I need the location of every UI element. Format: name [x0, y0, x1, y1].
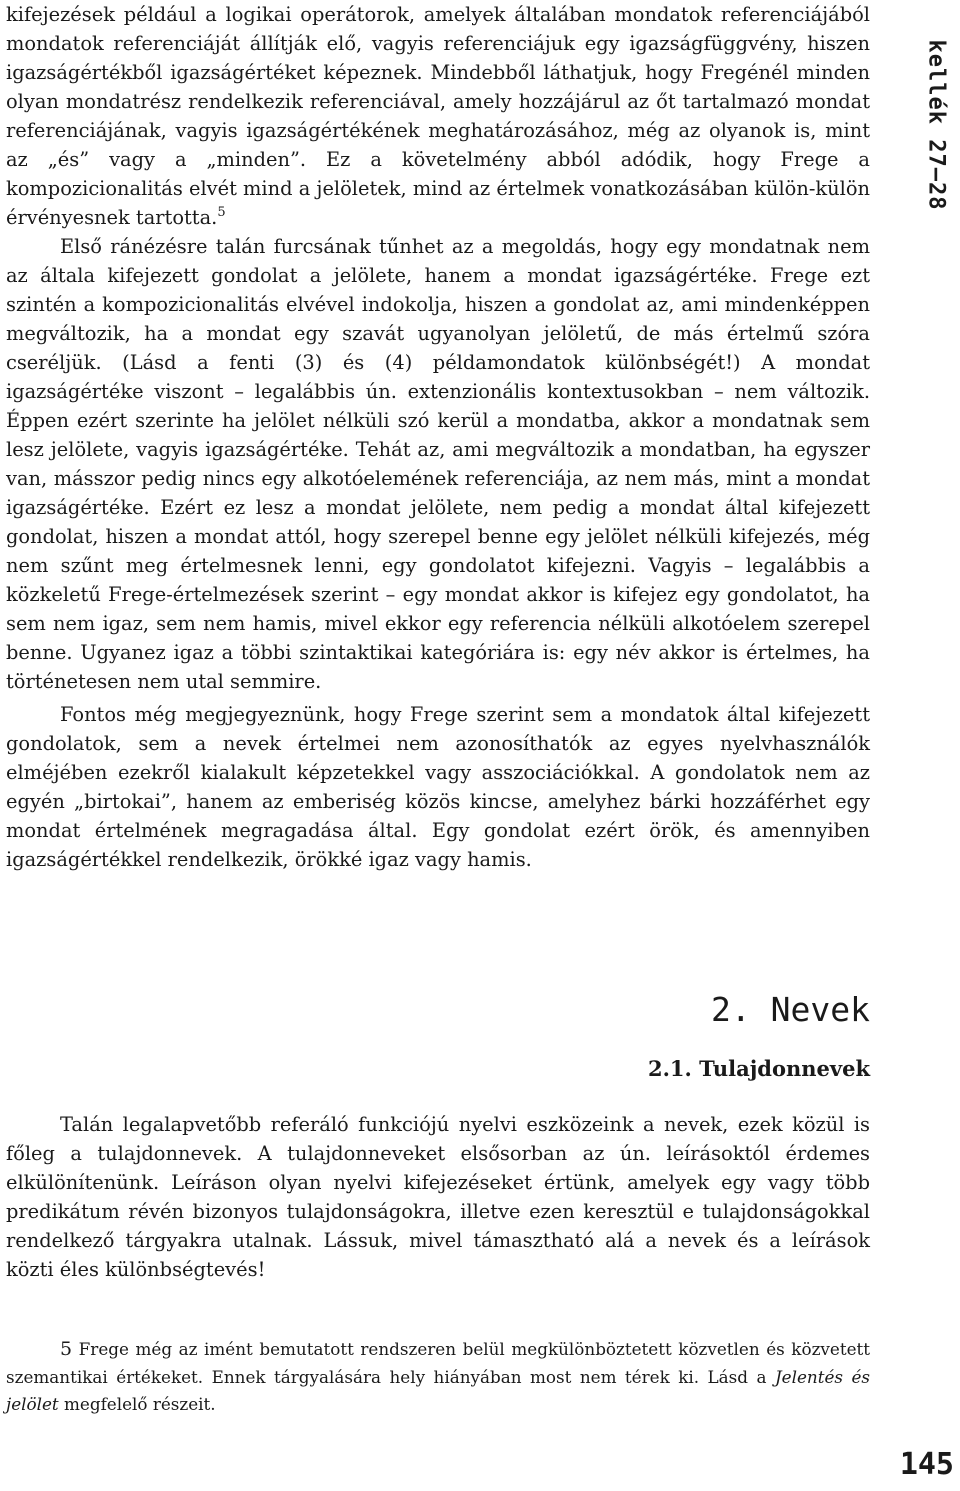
section-text-column [6, 1110, 870, 1284]
footnote-reference: 5 [217, 205, 226, 220]
section-paragraph: Talán legalapvetőbb referáló funkciójú nyelvi eszközeink a nevek, ezek közül is főleg a tulajdonnevek. A tulajdonneveket elsősorban az ún. leírásoktól érdemes elkülönítenünk. Leíráson olyan nyelvi kifejezéseket értünk, amelyek egy vagy több predikátum révén bizonyos tulajdonságokra, illetve ezen keresztül e tulajdonságokkal rendelkező tárgyakra utalnak. Lássuk, mivel támasztható alá a nevek és a leírások közti éles különbségtevés! [6, 1113, 870, 1281]
section-heading: 2. Nevek [711, 990, 870, 1029]
body-paragraph-3: Fontos még megjegyeznünk, hogy Frege szerint sem a mondatok által kifejezett gondolatok, sem a nevek értelmei nem azonosíthatók az egyes nyelvhasználók elméjében ezekről kialakult képzetekkel vagy asszociációkkal. A gondolatok nem az egyén „birtokai”, hanem az emberiség közös kincse, amelyhez bárki hozzáférhet egy mondat értelmének megragadása által. Egy gondolat ezért örök, és amennyiben igazságértékkel rendelkezik, örökké igaz vagy hamis. [6, 703, 870, 871]
main-text-column [6, 0, 870, 874]
footnote-text-after: megfelelő részeit. [58, 1394, 216, 1414]
journal-label: kellék 27–28 [923, 39, 949, 211]
footnote-text-before: Frege még az imént bemutatott rendszeren belül megkülönböztetett közvetlen és közvetett szemantikai értékeket. Ennek tárgyalására hely hiányában most nem térek ki. Lásd a [6, 1339, 870, 1387]
paragraph-text: kifejezések például a logikai operátorok, amelyek általában mondatok referenciájából mondatok referenciáját állítják elő, vagyis referenciájuk egy igazságfüggvény, hiszen igazságértékből igazságértéket képeznek. Mindebből láthatjuk, hogy Fregénél minden olyan mondatrész rendelkezik referenciával, amely hozzájárul az őt tartalmazó mondat referenciájának, vagyis igazságértékének meghatározásához, még az olyanok is, mint az „és” vagy a „minden”. Ez a követelmény abból adódik, hogy Frege a kompozicionalitás elvét mind a jelöletek, mind az értelmek vonatkozásában külön-külön érvényesnek tartotta. [6, 3, 870, 229]
footnote [6, 1336, 870, 1419]
running-head-vertical [916, 20, 956, 230]
subsection-heading: 2.1. Tulajdonnevek [647, 1056, 870, 1081]
footnote-number: 5 [60, 1338, 73, 1360]
page-number: 145 [899, 1447, 954, 1482]
body-paragraph-1 [6, 0, 870, 232]
footnote-cited-title: Jelentés és jelölet [6, 1366, 871, 1414]
body-paragraph-2: Első ránézésre talán furcsának tűnhet az a megoldás, hogy egy mondatnak nem az általa kifejezett gondolat a jelölete, hanem a mondat igazságértéke. Frege ezt szintén a kompozicionalitás elvével indokolja, hiszen a gondolat az, ami mindenképpen megváltozik, ha a mondat egy szavát ugyanolyan jelöletű, de más értelmű szóra cseréljük. (Lásd a fenti (3) és (4) példamondatok különbségét!) A mondat igazságértéke viszont – legalábbis ún. extenzionális kontextusokban – nem változik. Éppen ezért szerinte ha jelölet nélküli szó kerül a mondatba, akkor a mondatnak sem lesz jelölete, vagyis igazságértéke. Tehát az, ami megváltozik a mondatban, ha egyszer van, másszor pedig nincs egy alkotóelemének referenciája, az nem más, mint a mondat igazságértéke. Ezért ez lesz a mondat jelölete, nem pedig a mondat által kifejezett gondolat, hiszen a mondat attól, hogy szerepel benne egy jelölet nélküli kifejezés, még nem szűnt meg értelmesnek lenni, egy gondolatot kifejezni. Vagyis – legalábbis a közkeletű Frege-értelmezések szerint – egy mondat akkor is kifejez egy gondolatot, ha sem nem igaz, sem nem hamis, mivel ekkor egy referencia nélküli alkotóelem szerepel benne. Ugyanez igaz a többi szintaktikai kategóriára is: egy név akkor is értelmes, ha történetesen nem utal semmire. [6, 235, 870, 693]
